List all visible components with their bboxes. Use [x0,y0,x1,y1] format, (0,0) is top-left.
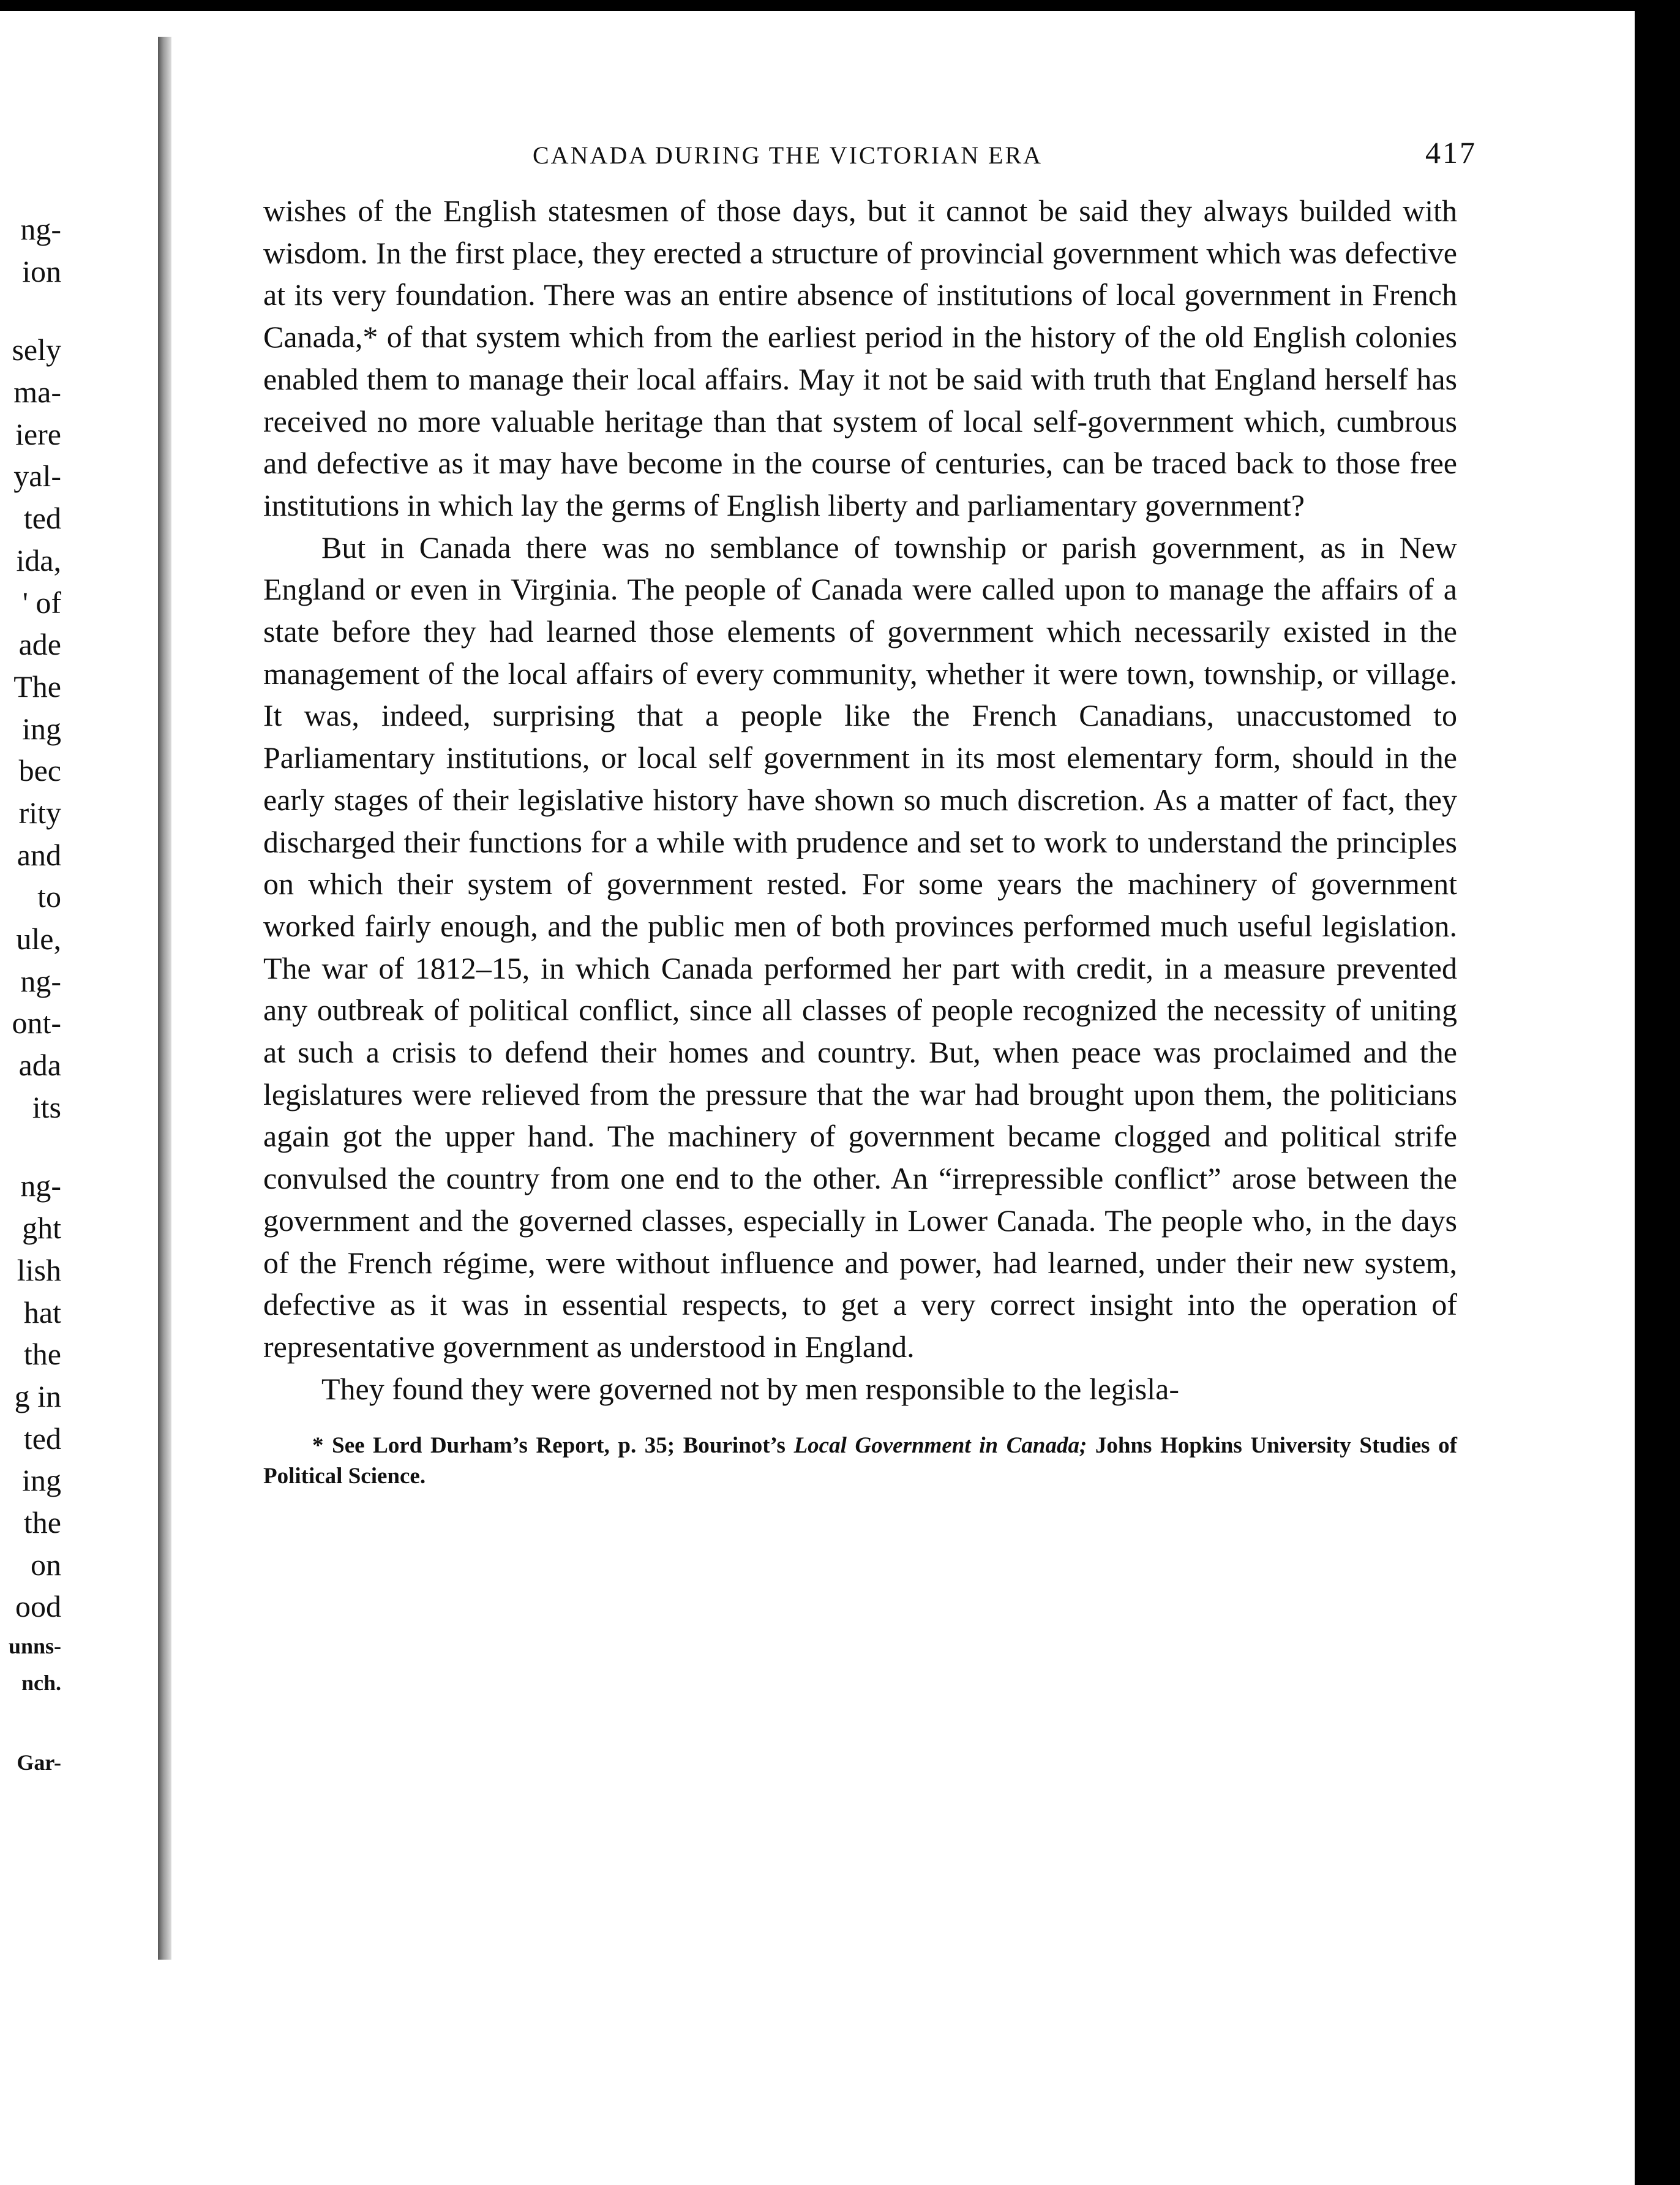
facing-page-fragments [0,208,61,1923]
paragraph: wishes of the English statesmen of those days, but it cannot be said they always builded with wisdom. In the first place, they erected a structure of provincial government which was defective at its very foundation. There was an entire absence of institutions of local government in French Canada,* of that system which from the earliest period in the history of the old English colonies enabled them to manage their local affairs. May it not be said with truth that England herself has received no more valuable heritage than that system of local self-government which, cumbrous and defective as it may have become in the course of centuries, can be traced back to those free institutions in which lay the germs of English liberty and parliamentary government? [263,194,1457,522]
fragment-gap [0,292,61,329]
fragment-line: its [32,1089,61,1124]
fragment-line: ' of [22,585,61,620]
footnote-book-title: Local Government in Canada; [793,1433,1087,1459]
page-header [263,135,1477,190]
fragment-line: to [37,879,61,914]
fragment-line: the [23,1505,61,1540]
fragment-footnote-line: nch. [21,1671,61,1695]
fragment-line: ng- [20,1168,61,1203]
fragment-line: on [31,1547,61,1582]
footnote [263,1431,1457,1492]
fragment-gap [0,1701,61,1744]
fragment-line: yal- [13,459,61,494]
fragment-line: ing [22,711,61,746]
paragraph: But in Canada there was no semblance of township or parish government, as in New England or even in Virginia. The people of Canada were called upon to manage the affairs of a state before they had learned those elements of government which necessarily existed in the management of the local affairs of every community, whether it were town, township, or village. It was, indeed, surprising that a people like the French Canadians, unaccustomed to Parliamentary institutions, or local self government in its most elementary form, should in the early stages of their legislative history have shown so much discretion. As a matter of fact, they discharged their functions for a while with prudence and set to work to understand the principles on which their system of government rested. For some years the machinery of government worked fairly enough, and the public men of both provinces performed much useful legislation. The war of 1812–15, in which Canada performed her part with credit, in a measure prevented any outbreak of political conflict, since all classes of people recognized the necessity of uniting at such a crisis to defend their homes and country. But, when peace was proclaimed and the legislatures were relieved from the pressure that the war had brought upon them, the politicians again got the upper hand. The machinery of government became clogged and political strife convulsed the country from one end to the other. An “irrepressible conflict” arose between the government and the governed classes, especially in Lower Canada. The people who, in the days of the French régime, were without influence and power, had learned, under their new system, defective as it was in essential respects, to get a very correct insight into the operation of representative government as understood in England. [263,530,1457,1364]
fragment-line: ght [22,1211,61,1246]
fragment-line: sely [12,333,61,367]
fragment-line: ada [18,1048,61,1083]
fragment-line: hat [23,1295,61,1329]
fragment-line: ng- [20,212,61,246]
paragraph: They found they were governed not by men responsible to the legisla- [321,1371,1180,1406]
fragment-footnote-line: Gar- [17,1750,61,1775]
fragment-line: ma- [13,375,61,410]
fragment-line: ing [22,1463,61,1498]
fragment-line: ted [23,1421,61,1456]
fragment-line: ule, [16,922,61,956]
book-page [263,135,1477,1492]
running-head: CANADA DURING THE VICTORIAN ERA [533,141,1043,169]
scan-border-top [0,0,1680,11]
fragment-line: iere [15,416,61,451]
fragment-footnote-line: unns- [8,1634,61,1658]
body-text [263,190,1457,1410]
fragment-line: ida, [16,543,61,577]
fragment-gap [0,1128,61,1165]
fragment-line: ade [18,627,61,662]
fragment-line: rity [18,795,61,830]
fragment-line: ted [23,501,61,536]
book-gutter [158,37,171,1960]
fragment-line: lish [17,1252,61,1287]
fragment-line: ont- [12,1006,61,1040]
scan-border-right [1635,0,1680,2185]
fragment-line: ng- [20,963,61,998]
fragment-line: ion [22,254,61,288]
fragment-line: the [23,1337,61,1372]
fragment-line: The [13,669,61,704]
fragment-line: and [17,837,61,872]
fragment-line: ood [15,1589,61,1624]
fragment-line: g in [14,1378,61,1413]
footnote-text: Johns Hopkins University Studies of Political Science. [263,1433,1458,1489]
page-number: 417 [1425,135,1477,170]
fragment-line: bec [18,753,61,788]
footnote-text: * See Lord Durham’s Report, p. 35; Bourinot’s [312,1433,794,1459]
